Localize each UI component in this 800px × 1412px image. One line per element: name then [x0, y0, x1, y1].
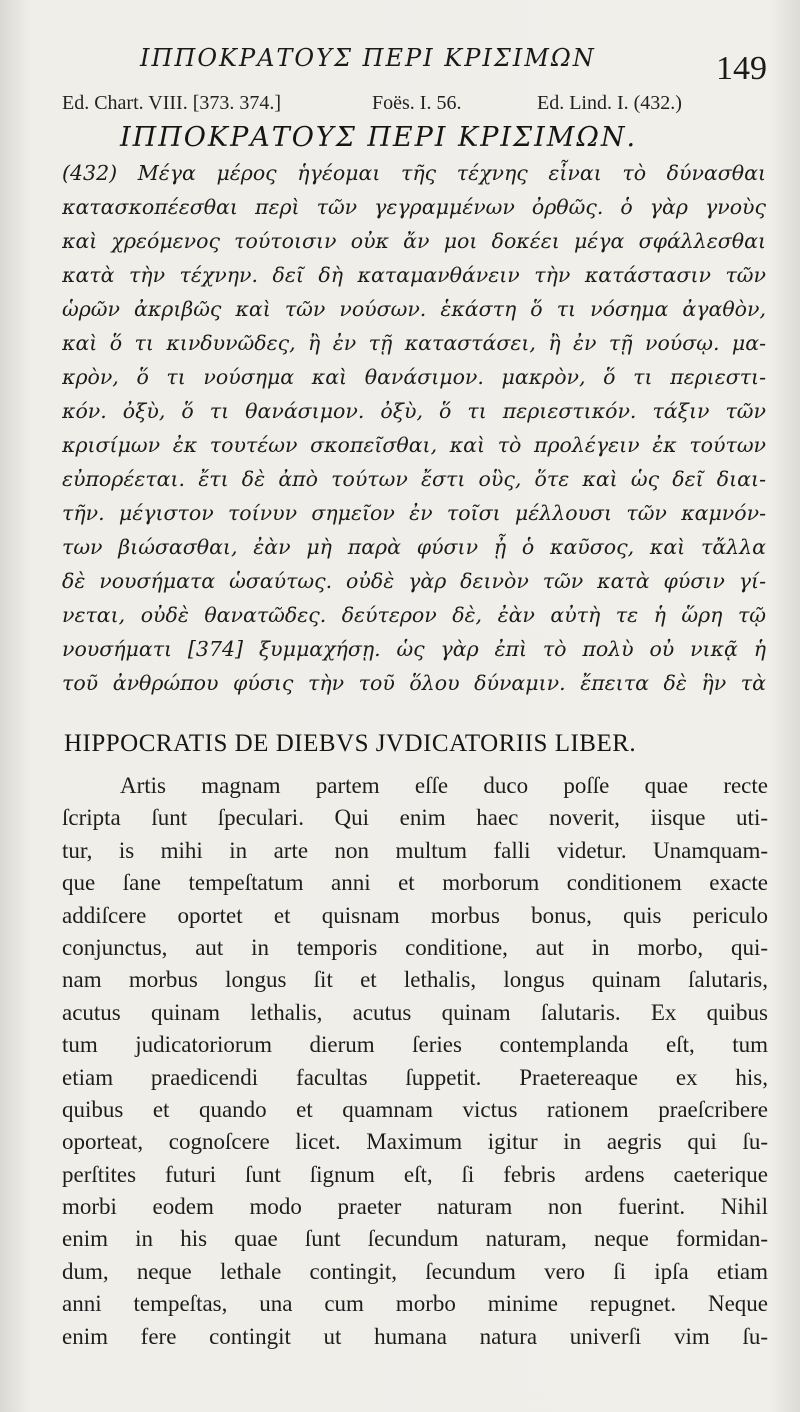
latin-text-block	[62, 770, 768, 1353]
edition-references	[62, 92, 762, 120]
edition-linden: Ed. Lind. I. (432.)	[537, 92, 682, 114]
latin-line: enim in his quae ſunt ſecundum naturam, neque formidan-	[62, 1226, 768, 1252]
latin-line: oporteat, cognoſcere licet. Maximum igitur in aegris qui ſu-	[62, 1129, 768, 1155]
latin-line: que ſane tempeſtatum anni et morborum conditionem exacte	[62, 870, 768, 896]
greek-line: των βιώσασθαι, ἐὰν μὴ παρὰ φύσιν ᾖ ὁ καῦσος, καὶ τἄλλα	[62, 535, 766, 559]
greek-line: τῆν. μέγιστον τοίνυν σημεῖον ἐν τοῖσι μέλλουσι τῶν καμνόν-	[62, 501, 766, 525]
greek-line: εὐπορέεται. ἔτι δὲ ἀπὸ τούτων ἔστι οὓς, ὅτε καὶ ὡς δεῖ διαι-	[62, 467, 766, 491]
page-number: 149	[716, 50, 767, 87]
latin-line: conjunctus, aut in temporis conditione, aut in morbo, qui-	[62, 934, 768, 960]
greek-line: νουσήματι [374] ξυμμαχήσῃ. ὡς γὰρ ἐπὶ τὸ πολὺ οὐ νικᾷ ἡ	[62, 637, 766, 661]
greek-line: κατὰ τὴν τέχνην. δεῖ δὴ καταμανθάνειν τὴν κατάστασιν τῶν	[62, 263, 766, 287]
latin-section-title: HIPPOCRATIS DE DIEBVS JVDICATORIIS LIBER.	[64, 730, 637, 757]
greek-line: (432) Μέγα μέρος ἡγέομαι τῆς τέχνης εἶναι τὸ δύνασθαι	[62, 161, 766, 185]
greek-line: τοῦ ἀνθρώπου φύσις τὴν τοῦ ὅλου δύναμιν. ἔπειτα δὲ ἣν τὰ	[62, 671, 766, 695]
latin-line: Artis magnam partem eſſe duco poſſe quae recte	[120, 773, 768, 798]
latin-line: dum, neque lethale contingit, ſecundum vero ſi ipſa etiam	[62, 1258, 768, 1284]
running-head-title: ΙΠΠΟΚΡΑΤΟΥΣ ΠΕΡΙ ΚΡΙΣΙΜΩΝ	[140, 44, 596, 72]
greek-line: καὶ χρεόμενος τούτοισιν οὐκ ἄν μοι δοκέει μέγα σφάλλεσθαι	[62, 229, 766, 253]
greek-section-title: ΙΠΠΟΚΡΑΤΟΥΣ ΠΕΡΙ ΚΡΙΣΙΜΩΝ.	[120, 122, 638, 153]
latin-line: quibus et quando et quamnam victus rationem praeſcribere	[62, 1096, 768, 1122]
greek-line: δὲ νουσήματα ὡσαύτως. οὐδὲ γὰρ δεινὸν τῶν κατὰ φύσιν γί-	[62, 569, 766, 593]
latin-line: etiam praedicendi facultas ſuppetit. Praetereaque ex his,	[62, 1064, 768, 1090]
greek-line: κρισίμων ἐκ τουτέων σκοπεῖσθαι, καὶ τὸ προλέγειν ἐκ τούτων	[62, 433, 766, 457]
greek-line: νεται, οὐδὲ θανατῶδες. δεύτερον δὲ, ἐὰν αὐτὴ τε ἡ ὥρη τῷ	[62, 603, 766, 627]
latin-line: nam morbus longus ſit et lethalis, longus quinam ſalutaris,	[62, 967, 768, 993]
latin-line: addiſcere oportet et quisnam morbus bonus, quis periculo	[62, 902, 768, 928]
latin-line: acutus quinam lethalis, acutus quinam ſalutaris. Ex quibus	[62, 999, 768, 1025]
latin-line: ſcripta ſunt ſpeculari. Qui enim haec noverit, iisque uti-	[62, 805, 768, 831]
greek-line: καὶ ὅ τι κινδυνῶδες, ἢ ἐν τῇ καταστάσει, ἢ ἐν τῇ νούσῳ. μα-	[62, 331, 766, 355]
latin-line: morbi eodem modo praeter naturam non fuerint. Nihil	[62, 1194, 768, 1220]
latin-line: anni tempeſtas, una cum morbo minime repugnet. Neque	[62, 1291, 768, 1317]
edition-chartier: Ed. Chart. VIII. [373. 374.]	[62, 92, 282, 114]
latin-line: enim fere contingit ut humana natura univerſi vim ſu-	[62, 1323, 768, 1349]
latin-line: tum judicatoriorum dierum ſeries contemplanda eſt, tum	[62, 1032, 768, 1058]
edition-foesius: Foës. I. 56.	[372, 92, 462, 114]
greek-line: κατασκοπέεσθαι περὶ τῶν γεγραμμένων ὀρθῶς. ὁ γὰρ γνοὺς	[62, 195, 766, 219]
greek-line: κόν. ὀξὺ, ὅ τι θανάσιμον. ὀξὺ, ὅ τι περιεστικόν. τάξιν τῶν	[62, 399, 766, 423]
latin-line: perſtites futuri ſunt ſignum eſt, ſi febris ardens caeterique	[62, 1161, 768, 1187]
greek-text-block	[62, 156, 766, 700]
latin-line: tur, is mihi in arte non multum falli videtur. Unamquam-	[62, 837, 768, 863]
greek-line: ὡρῶν ἀκριβῶς καὶ τῶν νούσων. ἑκάστη ὅ τι νόσημα ἀγαθὸν,	[62, 297, 766, 321]
greek-line: κρὸν, ὅ τι νούσημα καὶ θανάσιμον. μακρὸν, ὅ τι περιεστι-	[62, 365, 766, 389]
